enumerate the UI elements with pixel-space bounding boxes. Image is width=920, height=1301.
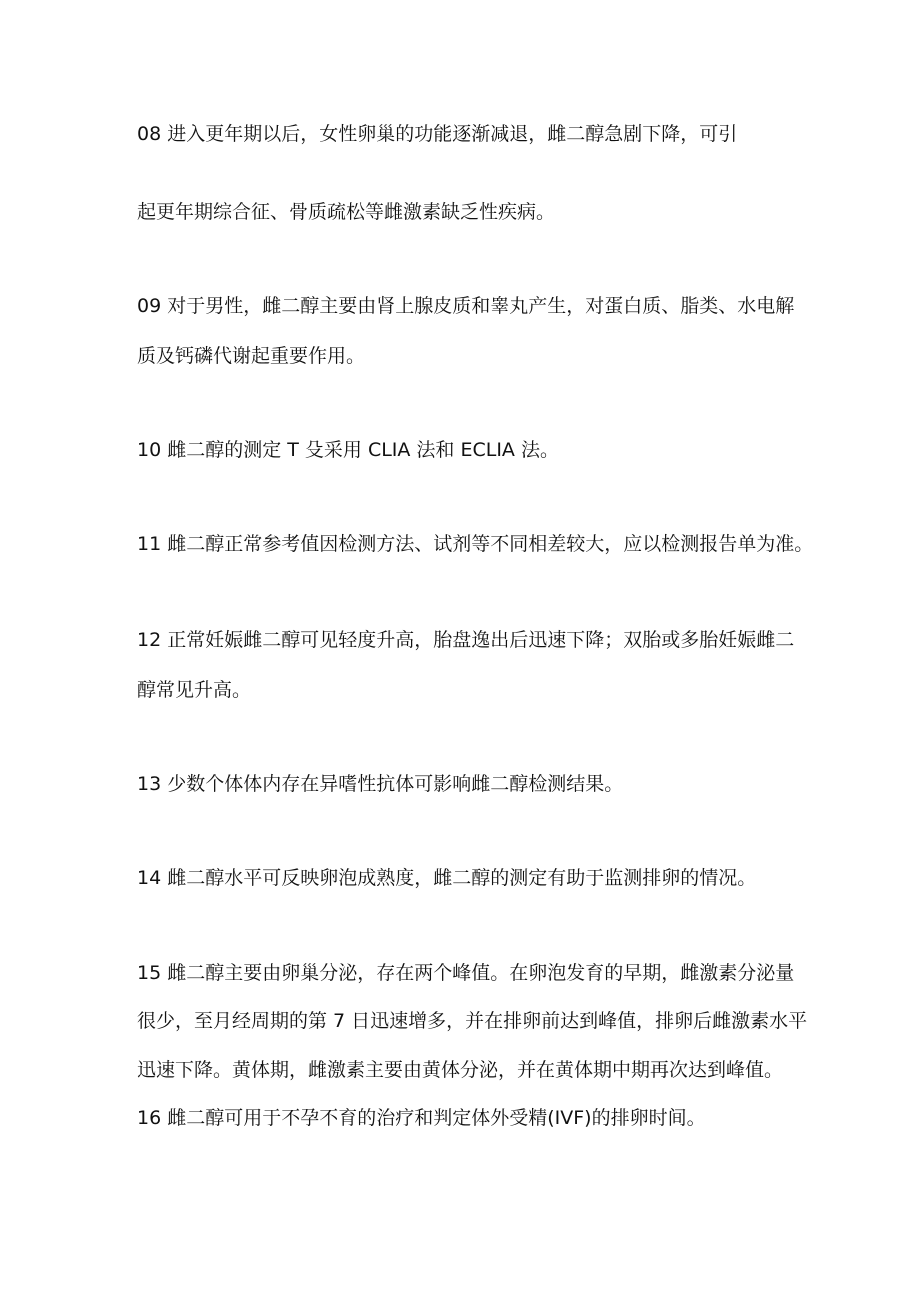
paragraph-14-line-1: 14 雌二醇水平可反映卵泡成熟度，雌二醇的测定有助于监测排卵的情况。 [137,867,757,889]
paragraph-15-line-3: 迅速下降。黄体期，雌激素主要由黄体分泌，并在黄体期中期再次达到峰值。 [137,1059,784,1081]
paragraph-09-line-2: 质及钙磷代谢起重要作用。 [137,345,366,367]
paragraph-15-line-2: 很少，至月经周期的第 7 日迅速增多，并在排卵前达到峰值，排卵后雌激素水平 [137,1010,808,1032]
paragraph-12-line-2: 醇常见升高。 [137,679,252,701]
paragraph-10-line-1: 10 雌二醇的测定 T 殳采用 CLIA 法和 ECLIA 法。 [137,439,559,461]
paragraph-08-line-1: 08 进入更年期以后，女性卵巢的功能逐渐减退，雌二醇急剧下降，可引 [137,123,738,145]
paragraph-12-line-1: 12 正常妊娠雌二醇可见轻度升高，胎盘逸出后迅速下降；双胎或多胎妊娠雌二 [137,629,795,651]
paragraph-13-line-1: 13 少数个体体内存在异嗜性抗体可影响雌二醇检测结果。 [137,773,624,795]
paragraph-08-line-2: 起更年期综合征、骨质疏松等雌激素缺乏性疾病。 [137,201,556,223]
paragraph-09-line-1: 09 对于男性，雌二醇主要由肾上腺皮质和睾丸产生，对蛋白质、脂类、水电解 [137,295,795,317]
paragraph-11-line-1: 11 雌二醇正常参考值因检测方法、试剂等不同相差较大，应以检测报告单为准。 [137,533,814,555]
paragraph-16-line-1: 16 雌二醇可用于不孕不育的治疗和判定体外受精(IVF)的排卵时间。 [137,1107,706,1129]
paragraph-15-line-1: 15 雌二醇主要由卵巢分泌，存在两个峰值。在卵泡发育的早期，雌激素分泌量 [137,962,795,984]
